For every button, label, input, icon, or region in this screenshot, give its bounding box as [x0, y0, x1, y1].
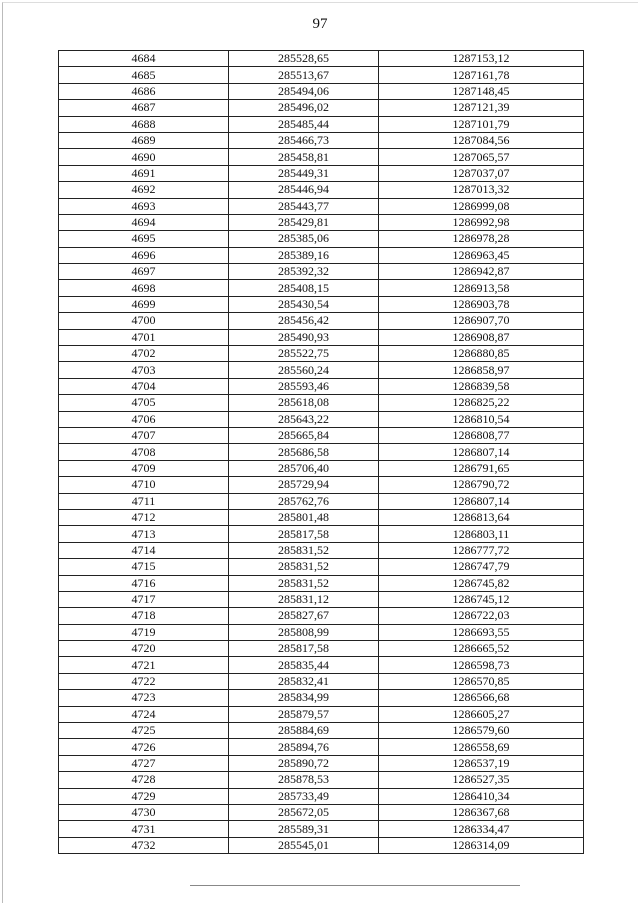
- x-coordinate-cell: 285389,16: [229, 247, 379, 263]
- point-number-cell: 4726: [59, 739, 229, 755]
- x-coordinate-cell: 285729,94: [229, 477, 379, 493]
- point-number-cell: 4716: [59, 575, 229, 591]
- y-coordinate-cell: 1287101,79: [379, 116, 584, 132]
- table-row: [59, 493, 584, 509]
- table-row: [59, 362, 584, 378]
- point-number-cell: 4695: [59, 231, 229, 247]
- y-coordinate-cell: 1286813,64: [379, 509, 584, 525]
- point-number-cell: 4729: [59, 788, 229, 804]
- table-row: [59, 772, 584, 788]
- x-coordinate-cell: 285392,32: [229, 264, 379, 280]
- point-number-cell: 4730: [59, 804, 229, 820]
- x-coordinate-cell: 285430,54: [229, 296, 379, 312]
- y-coordinate-cell: 1286903,78: [379, 296, 584, 312]
- point-number-cell: 4690: [59, 149, 229, 165]
- table-row: [59, 641, 584, 657]
- table-row: [59, 411, 584, 427]
- point-number-cell: 4705: [59, 395, 229, 411]
- x-coordinate-cell: 285593,46: [229, 378, 379, 394]
- x-coordinate-cell: 285672,05: [229, 804, 379, 820]
- table-row: [59, 755, 584, 771]
- table-row: [59, 460, 584, 476]
- y-coordinate-cell: 1286790,72: [379, 477, 584, 493]
- table-row: [59, 100, 584, 116]
- x-coordinate-cell: 285733,49: [229, 788, 379, 804]
- table-row: [59, 132, 584, 148]
- point-number-cell: 4719: [59, 624, 229, 640]
- y-coordinate-cell: 1286807,14: [379, 493, 584, 509]
- point-number-cell: 4708: [59, 444, 229, 460]
- y-coordinate-cell: 1286880,85: [379, 346, 584, 362]
- table-row: [59, 247, 584, 263]
- table-row: [59, 804, 584, 820]
- y-coordinate-cell: 1286777,72: [379, 542, 584, 558]
- point-number-cell: 4721: [59, 657, 229, 673]
- table-row: [59, 444, 584, 460]
- y-coordinate-cell: 1286808,77: [379, 427, 584, 443]
- y-coordinate-cell: 1286858,97: [379, 362, 584, 378]
- table-row: [59, 821, 584, 837]
- table-row: [59, 706, 584, 722]
- y-coordinate-cell: 1286908,87: [379, 329, 584, 345]
- table-row: [59, 280, 584, 296]
- x-coordinate-cell: 285832,41: [229, 673, 379, 689]
- table-row: [59, 346, 584, 362]
- y-coordinate-cell: 1286747,79: [379, 559, 584, 575]
- y-coordinate-cell: 1286558,69: [379, 739, 584, 755]
- point-number-cell: 4732: [59, 837, 229, 853]
- y-coordinate-cell: 1286791,65: [379, 460, 584, 476]
- y-coordinate-cell: 1286963,45: [379, 247, 584, 263]
- x-coordinate-cell: 285494,06: [229, 83, 379, 99]
- x-coordinate-cell: 285801,48: [229, 509, 379, 525]
- y-coordinate-cell: 1287013,32: [379, 182, 584, 198]
- y-coordinate-cell: 1286570,85: [379, 673, 584, 689]
- table-row: [59, 83, 584, 99]
- table-row: [59, 657, 584, 673]
- x-coordinate-cell: 285643,22: [229, 411, 379, 427]
- point-number-cell: 4707: [59, 427, 229, 443]
- point-number-cell: 4703: [59, 362, 229, 378]
- point-number-cell: 4704: [59, 378, 229, 394]
- x-coordinate-cell: 285456,42: [229, 313, 379, 329]
- x-coordinate-cell: 285808,99: [229, 624, 379, 640]
- y-coordinate-cell: 1286745,12: [379, 591, 584, 607]
- table-row: [59, 788, 584, 804]
- y-coordinate-cell: 1287065,57: [379, 149, 584, 165]
- point-number-cell: 4698: [59, 280, 229, 296]
- y-coordinate-cell: 1287153,12: [379, 51, 584, 67]
- table-row: [59, 378, 584, 394]
- x-coordinate-cell: 285408,15: [229, 280, 379, 296]
- y-coordinate-cell: 1286605,27: [379, 706, 584, 722]
- table-row: [59, 149, 584, 165]
- table-row: [59, 296, 584, 312]
- table-row: [59, 329, 584, 345]
- x-coordinate-cell: 285429,81: [229, 214, 379, 230]
- point-number-cell: 4702: [59, 346, 229, 362]
- y-coordinate-cell: 1286527,35: [379, 772, 584, 788]
- y-coordinate-cell: 1286803,11: [379, 526, 584, 542]
- point-number-cell: 4694: [59, 214, 229, 230]
- point-number-cell: 4684: [59, 51, 229, 67]
- x-coordinate-cell: 285560,24: [229, 362, 379, 378]
- point-number-cell: 4709: [59, 460, 229, 476]
- table-row: [59, 690, 584, 706]
- x-coordinate-cell: 285878,53: [229, 772, 379, 788]
- table-row: [59, 591, 584, 607]
- point-number-cell: 4699: [59, 296, 229, 312]
- x-coordinate-cell: 285879,57: [229, 706, 379, 722]
- point-number-cell: 4714: [59, 542, 229, 558]
- y-coordinate-cell: 1286367,68: [379, 804, 584, 820]
- table-row: [59, 739, 584, 755]
- table-row: [59, 313, 584, 329]
- x-coordinate-cell: 285466,73: [229, 132, 379, 148]
- x-coordinate-cell: 285528,65: [229, 51, 379, 67]
- y-coordinate-cell: 1287121,39: [379, 100, 584, 116]
- point-number-cell: 4686: [59, 83, 229, 99]
- x-coordinate-cell: 285443,77: [229, 198, 379, 214]
- point-number-cell: 4711: [59, 493, 229, 509]
- x-coordinate-cell: 285831,52: [229, 559, 379, 575]
- table-row: [59, 67, 584, 83]
- point-number-cell: 4710: [59, 477, 229, 493]
- point-number-cell: 4728: [59, 772, 229, 788]
- x-coordinate-cell: 285834,99: [229, 690, 379, 706]
- point-number-cell: 4691: [59, 165, 229, 181]
- table-row: [59, 182, 584, 198]
- x-coordinate-cell: 285458,81: [229, 149, 379, 165]
- table-row: [59, 673, 584, 689]
- table-row: [59, 723, 584, 739]
- x-coordinate-cell: 285446,94: [229, 182, 379, 198]
- y-coordinate-cell: 1286810,54: [379, 411, 584, 427]
- y-coordinate-cell: 1286693,55: [379, 624, 584, 640]
- x-coordinate-cell: 285817,58: [229, 526, 379, 542]
- x-coordinate-cell: 285449,31: [229, 165, 379, 181]
- point-number-cell: 4697: [59, 264, 229, 280]
- x-coordinate-cell: 285835,44: [229, 657, 379, 673]
- table-row: [59, 395, 584, 411]
- table-row: [59, 837, 584, 853]
- point-number-cell: 4700: [59, 313, 229, 329]
- x-coordinate-cell: 285545,01: [229, 837, 379, 853]
- y-coordinate-cell: 1286839,58: [379, 378, 584, 394]
- point-number-cell: 4724: [59, 706, 229, 722]
- x-coordinate-cell: 285686,58: [229, 444, 379, 460]
- point-number-cell: 4685: [59, 67, 229, 83]
- y-coordinate-cell: 1286825,22: [379, 395, 584, 411]
- x-coordinate-cell: 285831,52: [229, 575, 379, 591]
- table-row: [59, 264, 584, 280]
- table-row: [59, 231, 584, 247]
- point-number-cell: 4696: [59, 247, 229, 263]
- y-coordinate-cell: 1286745,82: [379, 575, 584, 591]
- y-coordinate-cell: 1286314,09: [379, 837, 584, 853]
- table-row: [59, 427, 584, 443]
- coordinates-table-body: [59, 51, 584, 854]
- y-coordinate-cell: 1286665,52: [379, 641, 584, 657]
- x-coordinate-cell: 285618,08: [229, 395, 379, 411]
- x-coordinate-cell: 285385,06: [229, 231, 379, 247]
- page-number: 97: [312, 16, 328, 32]
- table-row: [59, 165, 584, 181]
- y-coordinate-cell: 1286566,68: [379, 690, 584, 706]
- point-number-cell: 4722: [59, 673, 229, 689]
- point-number-cell: 4687: [59, 100, 229, 116]
- x-coordinate-cell: 285490,93: [229, 329, 379, 345]
- point-number-cell: 4720: [59, 641, 229, 657]
- y-coordinate-cell: 1286907,70: [379, 313, 584, 329]
- x-coordinate-cell: 285589,31: [229, 821, 379, 837]
- x-coordinate-cell: 285496,02: [229, 100, 379, 116]
- table-row: [59, 624, 584, 640]
- point-number-cell: 4723: [59, 690, 229, 706]
- y-coordinate-cell: 1286942,87: [379, 264, 584, 280]
- point-number-cell: 4727: [59, 755, 229, 771]
- x-coordinate-cell: 285665,84: [229, 427, 379, 443]
- y-coordinate-cell: 1286410,34: [379, 788, 584, 804]
- y-coordinate-cell: 1286579,60: [379, 723, 584, 739]
- y-coordinate-cell: 1286978,28: [379, 231, 584, 247]
- table-row: [59, 559, 584, 575]
- point-number-cell: 4701: [59, 329, 229, 345]
- y-coordinate-cell: 1286913,58: [379, 280, 584, 296]
- y-coordinate-cell: 1286722,03: [379, 608, 584, 624]
- y-coordinate-cell: 1286807,14: [379, 444, 584, 460]
- x-coordinate-cell: 285890,72: [229, 755, 379, 771]
- x-coordinate-cell: 285831,12: [229, 591, 379, 607]
- x-coordinate-cell: 285827,67: [229, 608, 379, 624]
- point-number-cell: 4692: [59, 182, 229, 198]
- point-number-cell: 4717: [59, 591, 229, 607]
- table-row: [59, 116, 584, 132]
- y-coordinate-cell: 1286537,19: [379, 755, 584, 771]
- point-number-cell: 4689: [59, 132, 229, 148]
- table-row: [59, 51, 584, 67]
- y-coordinate-cell: 1287161,78: [379, 67, 584, 83]
- point-number-cell: 4688: [59, 116, 229, 132]
- x-coordinate-cell: 285762,76: [229, 493, 379, 509]
- point-number-cell: 4693: [59, 198, 229, 214]
- point-number-cell: 4712: [59, 509, 229, 525]
- x-coordinate-cell: 285817,58: [229, 641, 379, 657]
- table-row: [59, 526, 584, 542]
- table-row: [59, 198, 584, 214]
- coordinates-table: [58, 50, 584, 854]
- point-number-cell: 4715: [59, 559, 229, 575]
- table-row: [59, 509, 584, 525]
- point-number-cell: 4713: [59, 526, 229, 542]
- point-number-cell: 4706: [59, 411, 229, 427]
- x-coordinate-cell: 285831,52: [229, 542, 379, 558]
- table-row: [59, 477, 584, 493]
- x-coordinate-cell: 285894,76: [229, 739, 379, 755]
- table-row: [59, 542, 584, 558]
- point-number-cell: 4725: [59, 723, 229, 739]
- bottom-divider: [190, 885, 520, 886]
- x-coordinate-cell: 285513,67: [229, 67, 379, 83]
- y-coordinate-cell: 1287084,56: [379, 132, 584, 148]
- y-coordinate-cell: 1286598,73: [379, 657, 584, 673]
- y-coordinate-cell: 1286999,08: [379, 198, 584, 214]
- x-coordinate-cell: 285485,44: [229, 116, 379, 132]
- x-coordinate-cell: 285706,40: [229, 460, 379, 476]
- x-coordinate-cell: 285522,75: [229, 346, 379, 362]
- x-coordinate-cell: 285884,69: [229, 723, 379, 739]
- point-number-cell: 4731: [59, 821, 229, 837]
- y-coordinate-cell: 1286334,47: [379, 821, 584, 837]
- table-row: [59, 575, 584, 591]
- y-coordinate-cell: 1287148,45: [379, 83, 584, 99]
- y-coordinate-cell: 1287037,07: [379, 165, 584, 181]
- point-number-cell: 4718: [59, 608, 229, 624]
- y-coordinate-cell: 1286992,98: [379, 214, 584, 230]
- table-row: [59, 608, 584, 624]
- table-row: [59, 214, 584, 230]
